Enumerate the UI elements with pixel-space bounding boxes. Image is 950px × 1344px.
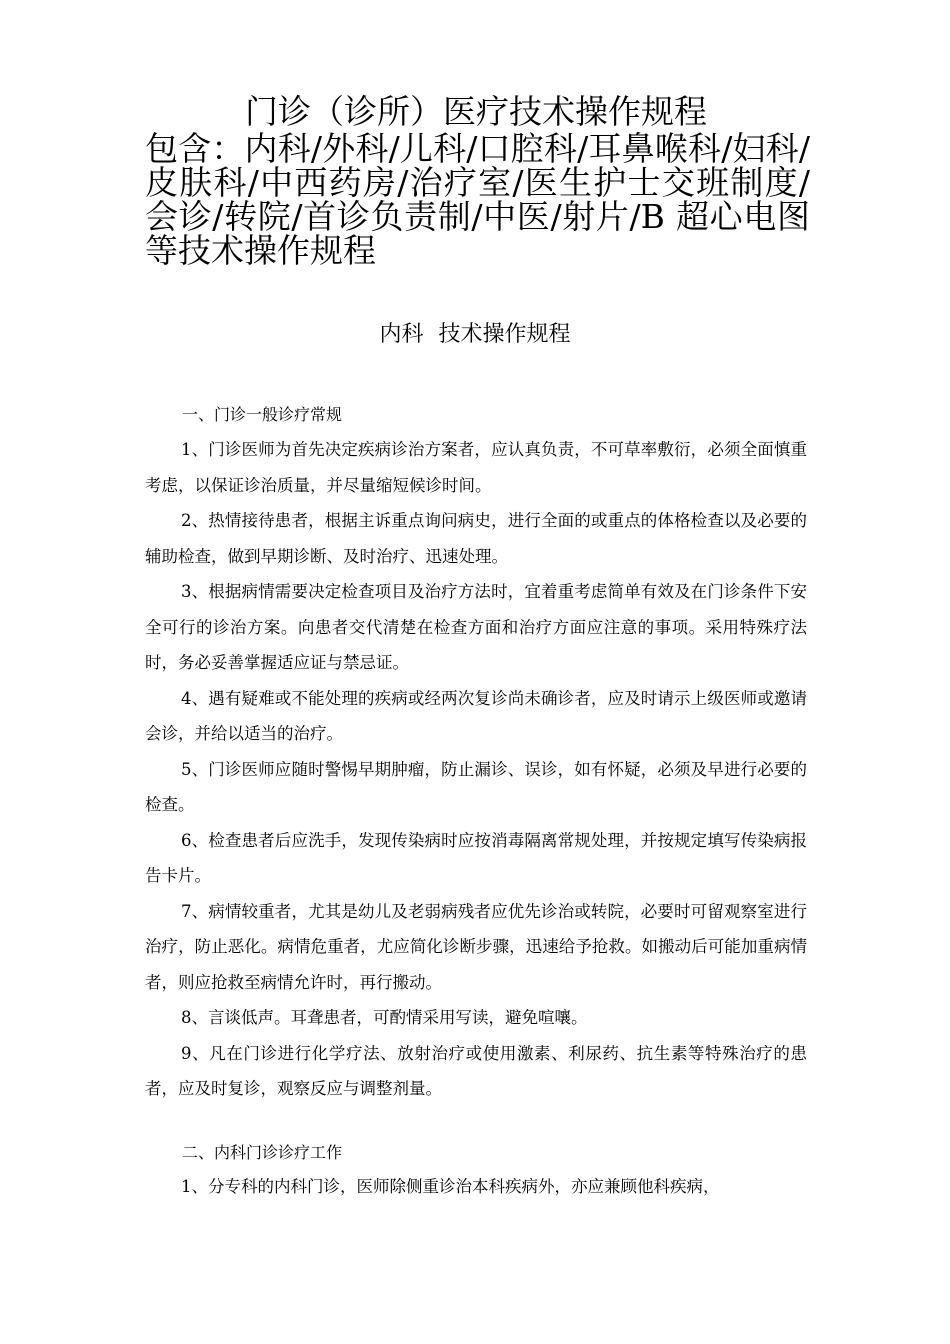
paragraph: 1、分专科的内科门诊，医师除侧重诊治本科疾病外，亦应兼顾他科疾病， bbox=[181, 1177, 720, 1196]
part2-heading: 二、内科门诊诊疗工作 bbox=[182, 1143, 343, 1162]
document-title: 门诊（诊所）医疗技术操作规程 bbox=[245, 92, 707, 131]
part1-body bbox=[145, 432, 807, 1107]
paragraph: 3、根据病情需要决定检查项目及治疗方法时，宜着重考虑简单有效及在门诊条件下安全可行的诊治方案。向患者交代清楚在检查方面和治疗方面应注意的事项。采用特殊疗法时，务必妥善掌握适应证与禁忌证。 bbox=[145, 582, 807, 672]
part2-body bbox=[145, 1169, 807, 1205]
paragraph: 5、门诊医师应随时警惕早期肿瘤，防止漏诊、误诊，如有怀疑，必须及早进行必要的检查。 bbox=[145, 759, 807, 814]
paragraph: 2、热情接待患者，根据主诉重点询问病史，进行全面的或重点的体格检查以及必要的辅助检查，做到早期诊断、及时治疗、迅速处理。 bbox=[145, 511, 807, 566]
paragraph: 7、病情较重者，尤其是幼儿及老弱病残者应优先诊治或转院，必要时可留观察室进行治疗，防止恶化。病情危重者，尤应简化诊断步骤，迅速给予抢救。如搬动后可能加重病情者，则应抢救至病情允许时，再行搬动。 bbox=[145, 901, 807, 992]
paragraph: 9、凡在门诊进行化学疗法、放射治疗或使用激素、利尿药、抗生素等特殊治疗的患者，应及时复诊，观察反应与调整剂量。 bbox=[145, 1043, 807, 1098]
part1-heading: 一、门诊一般诊疗常规 bbox=[182, 405, 343, 424]
paragraph: 4、遇有疑难或不能处理的疾病或经两次复诊尚未确诊者，应及时请示上级医师或邀请会诊，并给以适当的治疗。 bbox=[145, 688, 807, 743]
paragraph: 1、门诊医师为首先决定疾病诊治方案者，应认真负责，不可草率敷衍，必须全面慎重考虑，以保证诊治质量，并尽量缩短候诊时间。 bbox=[145, 440, 807, 495]
section-heading: 内科 技术操作规程 bbox=[379, 322, 571, 347]
paragraph: 8、言谈低声。耳聋患者，可酌情采用写读，避免喧嚷。 bbox=[181, 1008, 588, 1027]
document-subtitle: 包含：内科/外科/儿科/口腔科/耳鼻喉科/妇科/皮肤科/中西药房/治疗室/医生护士交班制度/会诊/转院/首诊负责制/中医/射片/B 超心电图等技术操作规程 bbox=[145, 129, 810, 270]
paragraph: 6、检查患者后应洗手，发现传染病时应按消毒隔离常规处理，并按规定填写传染病报告卡片。 bbox=[145, 830, 807, 885]
